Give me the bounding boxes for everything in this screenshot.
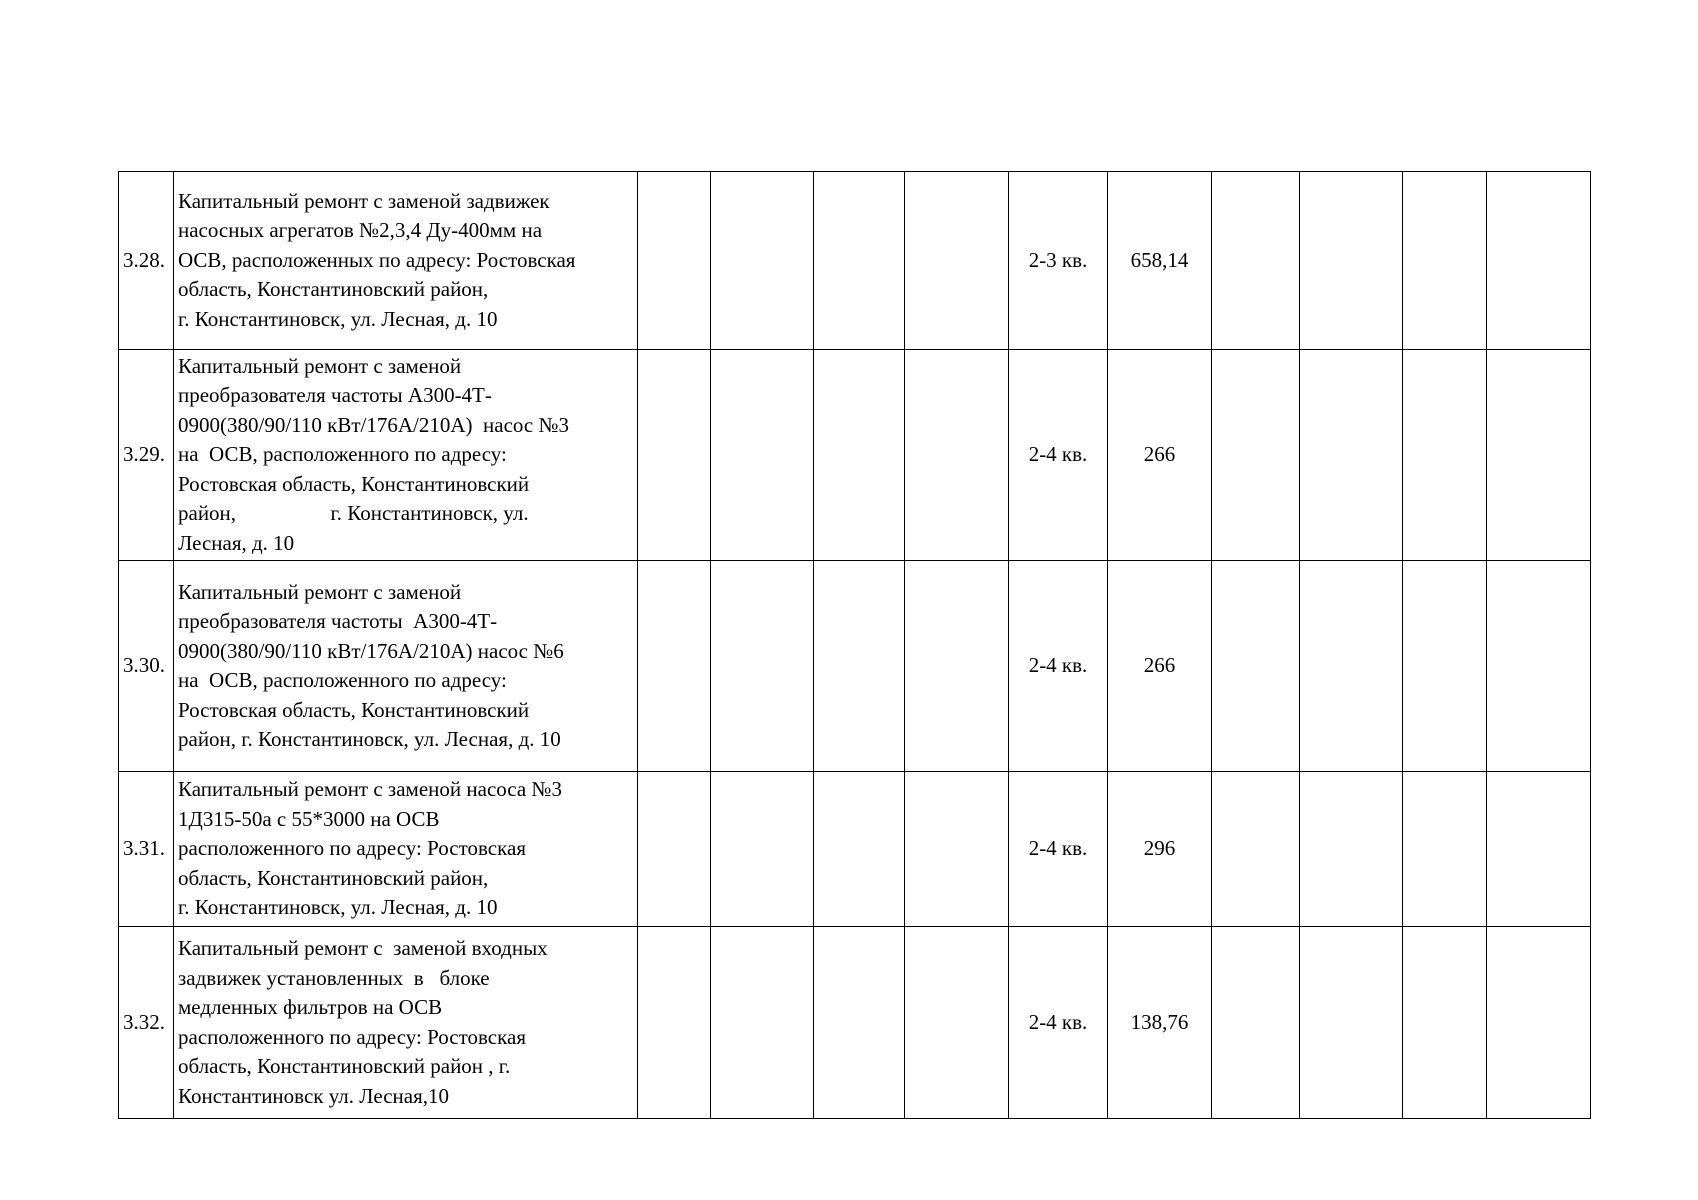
row-number: 3.28. bbox=[119, 172, 174, 350]
table-row bbox=[119, 350, 1591, 561]
description-line: г. Константиновск, ул. Лесная, д. 10 bbox=[178, 895, 498, 920]
description-line: область, Константиновский район, bbox=[178, 865, 489, 890]
row-period: 2-4 кв. bbox=[1009, 350, 1108, 561]
empty-cell bbox=[1487, 172, 1591, 350]
empty-cell bbox=[1403, 172, 1487, 350]
empty-cell bbox=[905, 172, 1009, 350]
empty-cell bbox=[814, 927, 905, 1119]
empty-cell bbox=[1487, 561, 1591, 772]
row-number: 3.30. bbox=[119, 561, 174, 772]
empty-cell bbox=[1212, 927, 1300, 1119]
description-line: район, г. Константиновск, ул. bbox=[178, 501, 529, 526]
row-description bbox=[174, 772, 638, 927]
empty-cell bbox=[638, 772, 711, 927]
empty-cell bbox=[711, 172, 814, 350]
description-line: расположенного по адресу: Ростовская bbox=[178, 1024, 526, 1049]
description-line: ОСВ, расположенных по адресу: Ростовская bbox=[178, 247, 576, 272]
row-period: 2-3 кв. bbox=[1009, 172, 1108, 350]
description-line: Капитальный ремонт с заменой bbox=[178, 353, 462, 378]
empty-cell bbox=[711, 350, 814, 561]
row-number: 3.32. bbox=[119, 927, 174, 1119]
empty-cell bbox=[905, 927, 1009, 1119]
description-line: Капитальный ремонт с заменой входных bbox=[178, 936, 548, 960]
empty-cell bbox=[905, 772, 1009, 927]
row-description bbox=[174, 561, 638, 772]
row-amount: 266 bbox=[1108, 561, 1212, 772]
description-line: на ОСВ, расположенного по адресу: bbox=[178, 668, 507, 692]
table-row bbox=[119, 561, 1591, 772]
description-line: Капитальный ремонт с заменой насоса №3 bbox=[178, 777, 562, 802]
empty-cell bbox=[1300, 772, 1403, 927]
row-amount: 138,76 bbox=[1108, 927, 1212, 1119]
row-amount: 266 bbox=[1108, 350, 1212, 561]
description-line: расположенного по адресу: Ростовская bbox=[178, 836, 526, 861]
description-line: г. Константиновск, ул. Лесная, д. 10 bbox=[178, 306, 498, 331]
empty-cell bbox=[1487, 772, 1591, 927]
description-line: на ОСВ, расположенного по адресу: bbox=[178, 442, 507, 467]
empty-cell bbox=[814, 350, 905, 561]
empty-cell bbox=[1300, 350, 1403, 561]
empty-cell bbox=[638, 927, 711, 1119]
row-amount: 658,14 bbox=[1108, 172, 1212, 350]
description-line: область, Константиновский район , г. bbox=[178, 1054, 511, 1078]
empty-cell bbox=[638, 172, 711, 350]
row-description bbox=[174, 172, 638, 350]
row-period: 2-4 кв. bbox=[1009, 561, 1108, 772]
table-row bbox=[119, 172, 1591, 350]
empty-cell bbox=[1212, 561, 1300, 772]
description-line: 1Д315-50а с 55*3000 на ОСВ bbox=[178, 806, 440, 831]
empty-cell bbox=[1403, 350, 1487, 561]
empty-cell bbox=[711, 772, 814, 927]
empty-cell bbox=[1403, 561, 1487, 772]
empty-cell bbox=[1403, 927, 1487, 1119]
description-line: Константиновск ул. Лесная,10 bbox=[178, 1083, 450, 1108]
row-period: 2-4 кв. bbox=[1009, 772, 1108, 927]
empty-cell bbox=[638, 350, 711, 561]
description-line: преобразователя частоты А300-4Т- bbox=[178, 609, 498, 633]
empty-cell bbox=[905, 561, 1009, 772]
row-amount: 296 bbox=[1108, 772, 1212, 927]
description-line: насосных агрегатов №2,3,4 Ду-400мм на bbox=[178, 218, 543, 243]
empty-cell bbox=[1487, 927, 1591, 1119]
row-number: 3.29. bbox=[119, 350, 174, 561]
empty-cell bbox=[638, 561, 711, 772]
empty-cell bbox=[711, 561, 814, 772]
row-period: 2-4 кв. bbox=[1009, 927, 1108, 1119]
empty-cell bbox=[711, 927, 814, 1119]
empty-cell bbox=[814, 561, 905, 772]
description-line: область, Константиновский район, bbox=[178, 277, 489, 302]
empty-cell bbox=[814, 772, 905, 927]
description-line: 0900(380/90/110 кВт/176А/210А) насос №3 bbox=[178, 412, 570, 437]
empty-cell bbox=[1212, 772, 1300, 927]
description-line: преобразователя частоты А300-4Т- bbox=[178, 383, 492, 408]
description-line: Лесная, д. 10 bbox=[178, 530, 295, 555]
description-line: Ростовская область, Константиновский bbox=[178, 471, 530, 496]
empty-cell bbox=[1300, 172, 1403, 350]
table-row bbox=[119, 927, 1591, 1119]
description-line: Капитальный ремонт с заменой задвижек bbox=[178, 188, 550, 213]
empty-cell bbox=[1212, 350, 1300, 561]
empty-cell bbox=[1487, 350, 1591, 561]
description-line: задвижек установленных в блоке bbox=[178, 965, 490, 990]
empty-cell bbox=[1403, 772, 1487, 927]
description-line: Капитальный ремонт с заменой bbox=[178, 579, 462, 604]
description-line: район, г. Константиновск, ул. Лесная, д. 10 bbox=[178, 727, 561, 751]
description-line: Ростовская область, Константиновский bbox=[178, 697, 530, 722]
row-number: 3.31. bbox=[119, 772, 174, 927]
empty-cell bbox=[1212, 172, 1300, 350]
empty-cell bbox=[814, 172, 905, 350]
row-description bbox=[174, 927, 638, 1119]
description-line: медленных фильтров на ОСВ bbox=[178, 995, 443, 1019]
empty-cell bbox=[1300, 561, 1403, 772]
empty-cell bbox=[905, 350, 1009, 561]
table-row bbox=[119, 772, 1591, 927]
description-line: 0900(380/90/110 кВт/176А/210А) насос №6 bbox=[178, 638, 564, 663]
works-table bbox=[118, 171, 1591, 1119]
table-body bbox=[119, 172, 1591, 1119]
row-description bbox=[174, 350, 638, 561]
empty-cell bbox=[1300, 927, 1403, 1119]
